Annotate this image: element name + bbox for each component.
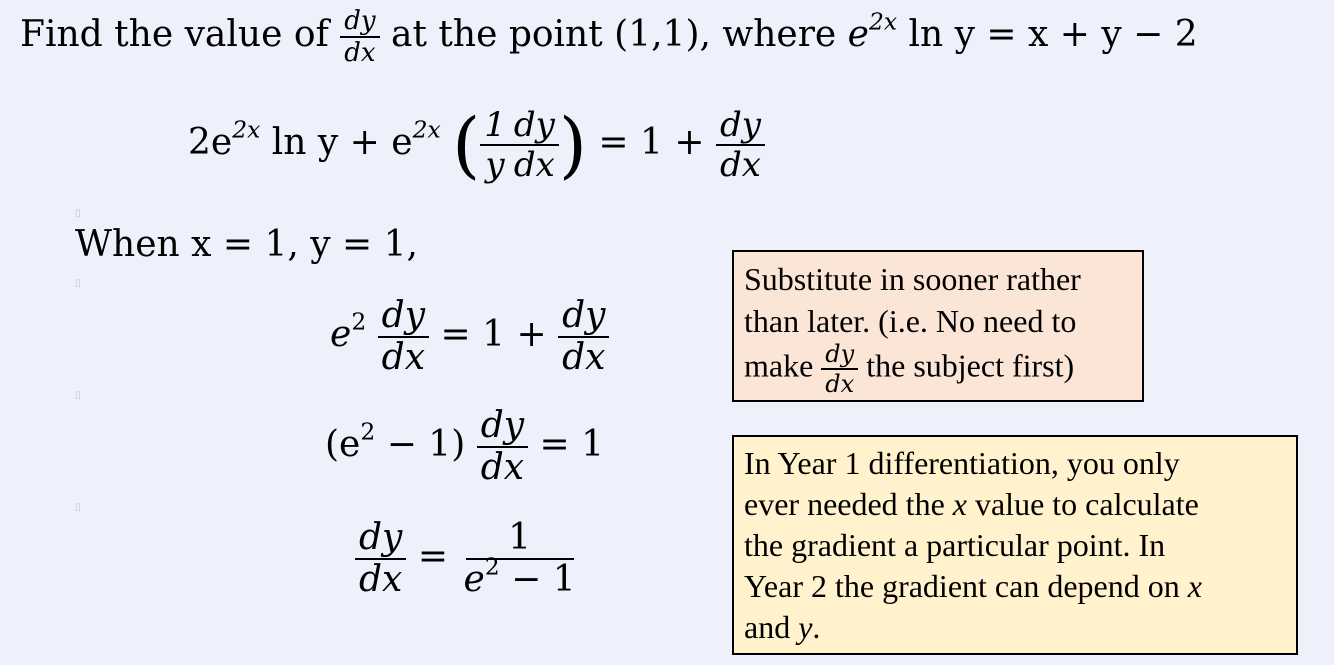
slide-marker: ▯ [75,208,81,219]
open-paren: ( [452,102,481,187]
dy-dx-fraction: $\frac{dy}{dx}$ [340,8,379,66]
dy-dx-fraction: $\frac{dy}{dx}$ [510,108,559,182]
slide-marker: ▯ [75,390,81,401]
substitution-condition: When x = 1, y = 1, [75,224,419,265]
slide-marker: ▯ [75,278,81,289]
final-answer: $\frac{dy}{dx}$ = $\frac{1}{e^2 - 1}$ [355,520,580,598]
one-over-y-fraction: $\frac{1}{y}$ [480,108,510,182]
question-title: Find the value of $\frac{dy}{dx}$ at the point (1,1), where $e^{2x}$ ln y = x + y − 2 [20,6,1198,68]
dy-dx-fraction: $\frac{dy}{dx}$ [378,298,429,376]
answer-fraction: $\frac{1}{e^2 - 1}$ [463,517,576,600]
dy-dx-fraction: $\frac{dy}{dx}$ [558,298,609,376]
dy-dx-fraction: $\frac{dy}{dx}$ [821,342,858,396]
close-paren: ) [558,102,587,187]
differentiated-equation: $2e^{2x}$ $\ln y + e^{2x}$ ( $\frac{1}{y}$ $\frac{dy}{dx}$ ) = 1 + $\frac{dy}{dx}$ [188,108,765,182]
factorised-equation: $(e^2 - 1)$ $\frac{dy}{dx}$ = 1 [325,405,605,488]
dy-dx-fraction: $\frac{dy}{dx}$ [355,520,406,598]
dy-dx-fraction: $\frac{dy}{dx}$ [477,408,528,486]
tip-box-year-comparison: In Year 1 differentiation, you only ever needed the x value to calculate the gradient a particular point. In Year 2 the gradient can depend on x and y. [732,435,1298,655]
substituted-equation: $e^2$ $\frac{dy}{dx}$ = 1 + $\frac{dy}{dx}$ [330,298,609,376]
tip-box-substitute: Substitute in sooner rather than later. (i.e. No need to make $\frac{dy}{dx}$ the subject first) [732,250,1144,402]
dy-dx-fraction: $\frac{dy}{dx}$ [716,108,765,182]
slide-marker: ▯ [75,502,81,513]
